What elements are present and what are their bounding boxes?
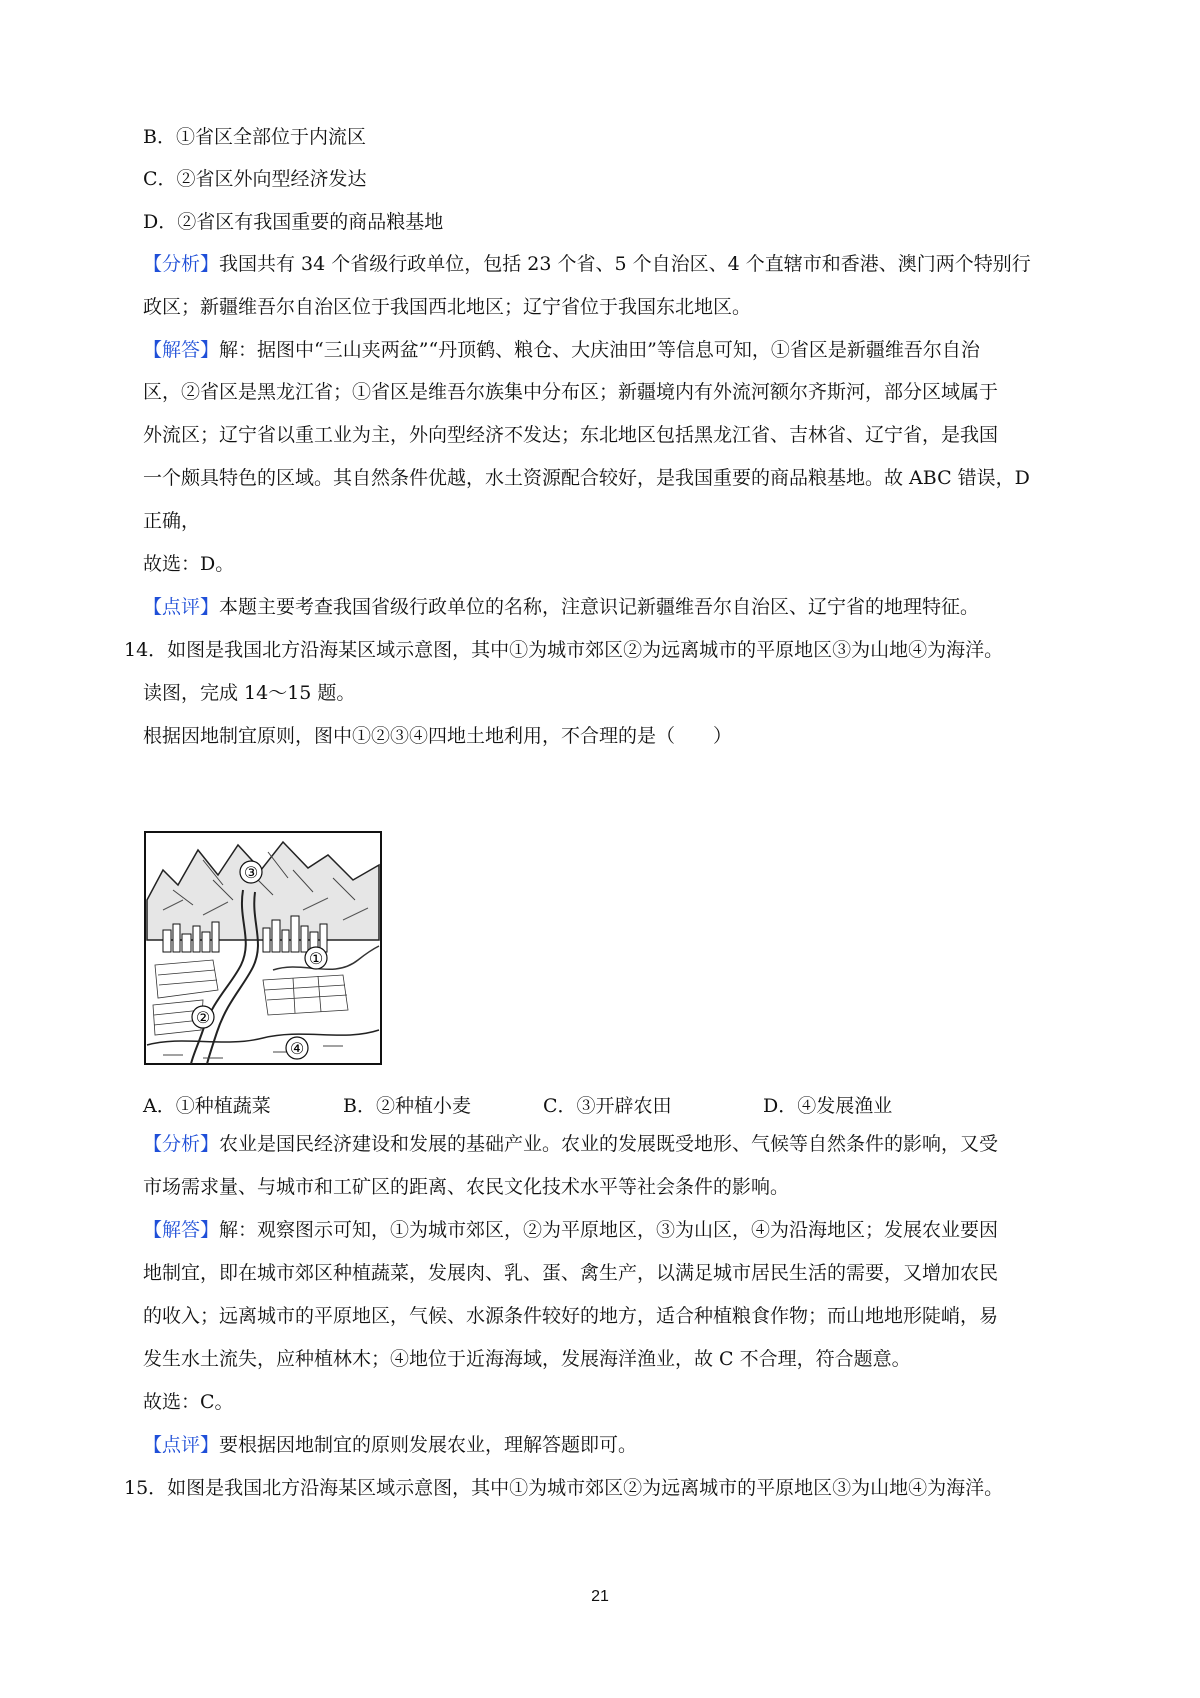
answer-line-2: 区，②省区是黑龙江省；①省区是维吾尔族集中分布区；新疆境内有外流河额尔齐斯河，部分区域属于 xyxy=(143,381,999,403)
answer-line-5: 正确， xyxy=(143,510,201,532)
q14-answer-line-2: 地制宜，即在城市郊区种植蔬菜，发展肉、乳、蛋、禽生产，以满足城市居民生活的需要，又增加农民 xyxy=(143,1262,999,1284)
svg-text:①: ① xyxy=(308,949,324,968)
comment-tag: 【点评】 xyxy=(143,596,220,618)
q14-stem-line-1: 14．如图是我国北方沿海某区域示意图，其中①为城市郊区②为远离城市的平原地区③为山地④为海洋。 xyxy=(124,639,1004,661)
q14-stem-line-2: 读图，完成 14～15 题。 xyxy=(143,682,356,704)
option-d: D．②省区有我国重要的商品粮基地 xyxy=(143,211,444,233)
answer-line-1 xyxy=(143,341,980,360)
q14-answer-line-1 xyxy=(143,1221,998,1240)
q14-analysis-line-1 xyxy=(143,1135,998,1154)
option-c: C．②省区外向型经济发达 xyxy=(143,168,367,190)
figure-label-3 xyxy=(240,861,262,883)
svg-text:②: ② xyxy=(195,1008,211,1027)
analysis-line-2: 政区；新疆维吾尔自治区位于我国西北地区；辽宁省位于我国东北地区。 xyxy=(143,296,752,318)
q14-option-d: D．④发展渔业 xyxy=(763,1095,893,1117)
figure-label-1 xyxy=(305,947,327,969)
q14-comment-text: 要根据因地制宜的原则发展农业，理解答题即可。 xyxy=(219,1434,638,1456)
q14-options xyxy=(143,1091,943,1115)
q14-answer-tag: 【解答】 xyxy=(143,1219,220,1241)
q14-analysis-tag: 【分析】 xyxy=(143,1133,220,1155)
comment-text: 本题主要考查我国省级行政单位的名称，注意识记新疆维吾尔自治区、辽宁省的地理特征。 xyxy=(219,596,980,618)
q14-option-c: C．③开辟农田 xyxy=(543,1095,672,1117)
answer-choice: 故选：D。 xyxy=(143,553,235,575)
answer-text: 解：据图中“三山夹两盆”“丹顶鹤、粮仓、大庆油田”等信息可知，①省区是新疆维吾尔自治 xyxy=(219,339,980,361)
answer-line-3: 外流区；辽宁省以重工业为主，外向型经济不发达；东北地区包括黑龙江省、吉林省、辽宁省，是我国 xyxy=(143,424,999,446)
svg-text:③: ③ xyxy=(243,863,259,882)
analysis-text: 我国共有 34 个省级行政单位，包括 23 个省、5 个自治区、4 个直辖市和香港、澳门两个特别行 xyxy=(219,253,1031,275)
q14-comment-line xyxy=(143,1436,637,1455)
q14-stem-line-3: 根据因地制宜原则，图中①②③④四地土地利用，不合理的是（ ） xyxy=(143,725,733,747)
q15-stem-line-1: 15．如图是我国北方沿海某区域示意图，其中①为城市郊区②为远离城市的平原地区③为山地④为海洋。 xyxy=(124,1477,1004,1499)
q14-answer-text: 解：观察图示可知，①为城市郊区，②为平原地区，③为山区，④为沿海地区；发展农业要因 xyxy=(219,1219,999,1241)
option-b: B．①省区全部位于内流区 xyxy=(143,126,366,148)
region-sketch-figure xyxy=(143,830,383,1066)
figure-label-2 xyxy=(192,1006,214,1028)
q14-option-b: B．②种植小麦 xyxy=(343,1095,471,1117)
q14-answer-line-4: 发生水土流失，应种植林木；④地位于近海海域，发展海洋渔业，故 C 不合理，符合题意。 xyxy=(143,1348,911,1370)
comment-line xyxy=(143,598,979,617)
svg-text:④: ④ xyxy=(289,1039,305,1058)
q14-analysis-text: 农业是国民经济建设和发展的基础产业。农业的发展既受地形、气候等自然条件的影响，又受 xyxy=(219,1133,999,1155)
figure-label-4 xyxy=(286,1037,308,1059)
analysis-tag: 【分析】 xyxy=(143,253,220,275)
answer-tag: 【解答】 xyxy=(143,339,220,361)
page-number: 21 xyxy=(591,1588,609,1605)
q14-analysis-line-2: 市场需求量、与城市和工矿区的距离、农民文化技术水平等社会条件的影响。 xyxy=(143,1176,790,1198)
q14-comment-tag: 【点评】 xyxy=(143,1434,220,1456)
q14-answer-choice: 故选：C。 xyxy=(143,1391,234,1413)
analysis-line-1 xyxy=(143,255,1031,274)
q14-option-a: A．①种植蔬菜 xyxy=(143,1095,271,1117)
answer-line-4: 一个颇具特色的区域。其自然条件优越，水土资源配合较好，是我国重要的商品粮基地。故 ABC 错误，D xyxy=(143,467,1030,489)
q14-answer-line-3: 的收入；远离城市的平原地区，气候、水源条件较好的地方，适合种植粮食作物；而山地地形陡峭，易 xyxy=(143,1305,999,1327)
